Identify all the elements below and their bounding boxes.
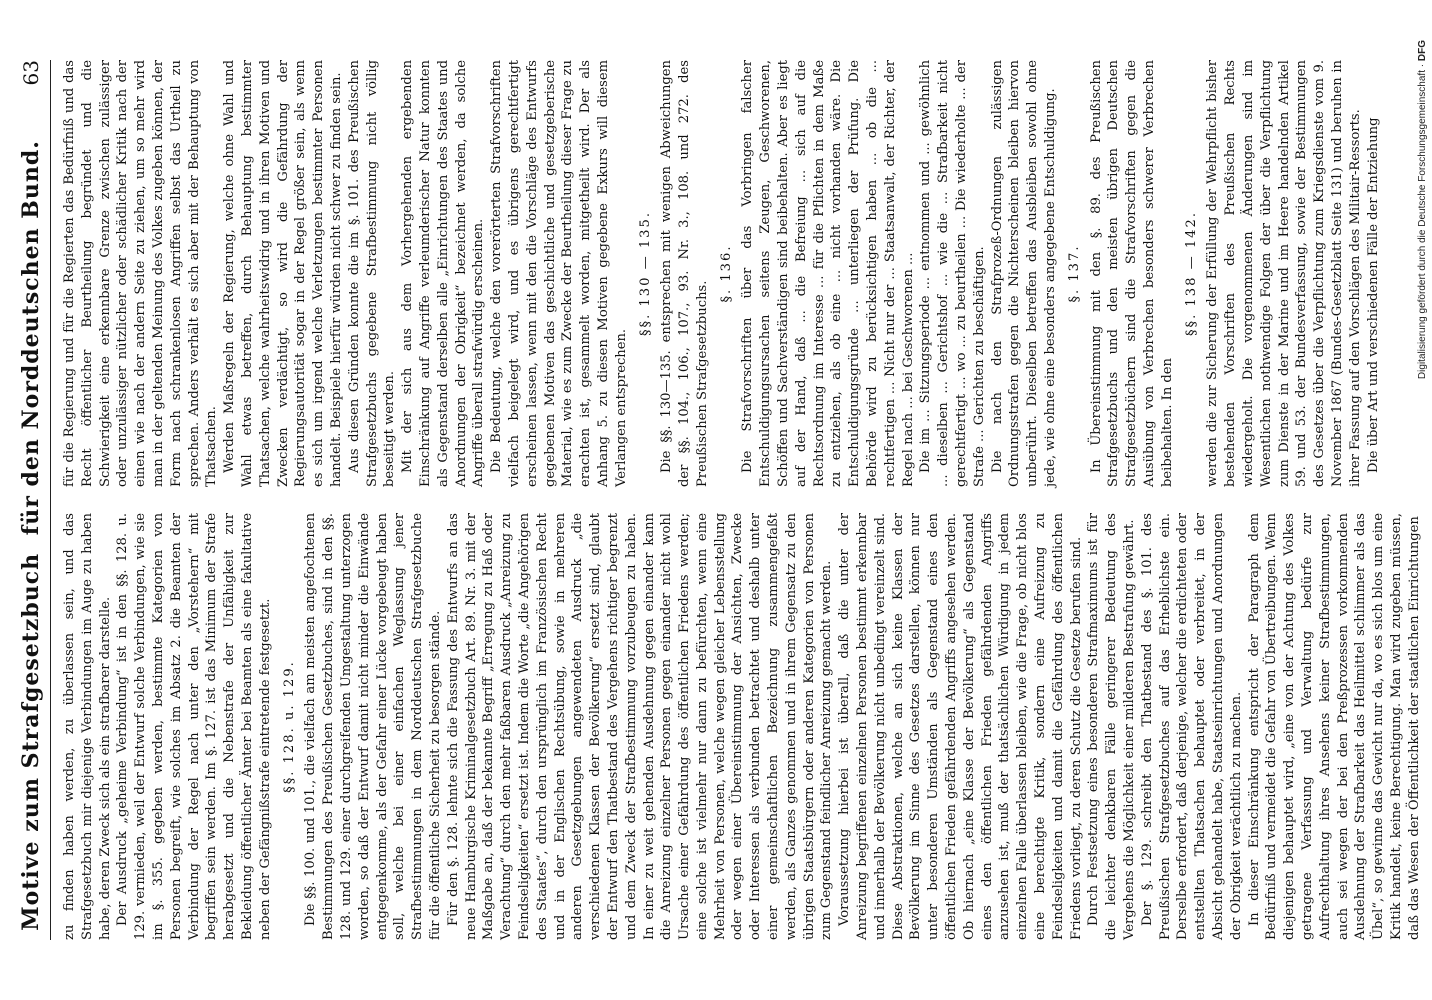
text-columns bbox=[61, 60, 1422, 940]
paragraph: In Übereinstimmung mit den §. 89. des Preußischen Strafgesetzbuchs und den meisten übrigen Deutschen Strafgesetzbüchern sind die Strafvorschriften gegen die Ausübung von Verbrechen besonders schwerer Verbrechen beibehalten. In den bbox=[1088, 60, 1175, 487]
paragraph: Voraussetzung hierbei ist überall, daß die unter der Anreizung begriffenen einzelnen Personen bestimmt erkennbar und innerhalb der Bevölkerung nicht unbedingt vereinzelt sind. Diese Abstraktionen, welche an sich keine Klassen der Bevölkerung im Sinne des Gesetzes darstellen, können nur unter besonderen Umständen als Gegenstand eines den öffentlichen Frieden gefährdenden Angriffs angesehen werden. Ob hiernach „eine Klasse der Bevölkerung“ als Gegenstand eines den öffentlichen Frieden gefährdenden Angriffs anzusehen ist, muß der thatsächlichen Würdigung in jedem einzelnen Falle überlassen bleiben, wie die Frage, ob nicht blos eine berechtigte Kritik, sondern eine Aufreizung zu Feindseligkeiten und damit die Gefährdung des öffentlichen Friedens vorliegt, zu deren Schutz die Gesetze berufen sind. bbox=[837, 513, 1084, 940]
paragraph: Durch Festsetzung eines besonderen Strafmaximums ist für die leichter denkbaren Fälle geringerer Bedeutung des Vergehens die Möglichkeit einer milderen Bestrafung gewährt. bbox=[1086, 513, 1138, 940]
page-number: 63 bbox=[19, 60, 43, 86]
dfg-logo: DFG bbox=[1417, 40, 1428, 62]
paragraph: werden die zur Sicherung der Erfüllung der Wehrpflicht bisher bestehenden Vorschriften des Preußischen Rechts wiedergeholt. Die vorgenommenen Änderungen sind im Wesentlichen nothwendige Folgen der über die Verpflichtung zum Dienste in der Marine und im Heere handelnden Artikel 59. und 53. der Bundesverfassung, sowie der Bestimmungen des Gesetzes über die Verpflichtung zum Kriegsdienste vom 9. November 1867 (Bundes-Gesetzblatt Seite 131) und beruhen in ihrer Fassung auf den Vorschlägen des Militair-Ressorts. bbox=[1205, 60, 1363, 487]
paragraph: Die §§. 130—135. entsprechen mit wenigen Abweichungen der §§. 104., 106., 107., 93. Nr. 3., 108. und 272. des Preußischen Strafgesetzbuchs. bbox=[659, 60, 710, 487]
paragraph: für die Regierung und für die Regierten das Bedürfniß und das Recht öffentlicher Beurtheilung begründet und die Schwierigkeit eine erkennbare Grenze zwischen zulässiger oder unzulässiger nützlicher oder schädlicher Kritik nach der einen wie nach der andern Seite zu ziehen, um so mehr wird man in der geltenden Meinung des Volkes zugeben können, der Form nach schrankenlosen Angriffen selbst das Urtheil zu sprechen. Anders verhält es sich aber mit der Behauptung von Thatsachen. bbox=[62, 60, 220, 487]
paragraph: Aus diesen Gründen konnte die im §. 101. des Preußischen Strafgesetzbuchs gegebene Strafbestimmung nicht völlig beseitigt werden. bbox=[346, 60, 398, 487]
paragraph: Für den §. 128. lehnte sich die Fassung des Entwurfs an das neue Hamburgische Kriminalgesetzbuch Art. 89. Nr. 3. mit der Maßgabe an, daß der bekannte Begriff „Erregung zu Haß oder Verachtung“ durch den mehr faßbaren Ausdruck „Anreizung zu Feindseligkeiten“ ersetzt ist. Indem die Worte „die Angehörigen des Staates“, durch den ursprünglich im Französischen Recht und in der Englischen Rechtsübung, sowie in mehreren anderen Gesetzgebungen angewendeten Ausdruck „die verschiedenen Klassen der Bevölkerung“ ersetzt sind, glaubt der Entwurf den Thatbestand des Vergehens richtiger begrenzt und dem Zweck der Strafbestimmung vorzubeugen zu haben. In einer zu weit gehenden Ausdehnung gegen einander kann die Anreizung einzelner Personen gegen einander nicht wohl Ursache einer Gefährdung des öffentlichen Friedens werden; eine solche ist vielmehr nur dann zu befürchten, wenn eine Mehrheit von Personen, welche wegen gleicher Lebensstellung oder wegen einer Übereinstimmung der Ansichten, Zwecke oder Interessen als verbunden betrachtet und deshalb unter einer gemeinschaftlichen Bezeichnung zusammengefaßt werden, als Ganzes genommen und in ihrem Gegensatz zu den übrigen Staatsbürgern oder anderen Kategorien von Personen zum Gegenstand feindlicher Anreizung gemacht werden. bbox=[445, 513, 835, 940]
section-heading: §§. 130 — 135. bbox=[637, 211, 653, 336]
paragraph: zu finden haben werden, zu überlassen sein, und das Strafgesetzbuch mir diejenige Verbindungen im Auge zu haben habe, deren Zweck sich als ein strafbarer darstelle. bbox=[62, 513, 113, 940]
section-heading: §. 136. bbox=[718, 244, 734, 303]
dfg-credit-strip bbox=[1410, 0, 1432, 1000]
section-heading: §§. 128. u. 129. bbox=[281, 660, 297, 793]
paragraph: Die §§. 100. und 101., die vielfach am meisten angefochtenen Bestimmungen des Preußischen Gesetzbuches, sind in den §§. 128. und 129. einer durchgreifenden Umgestaltung unterzogen worden, so daß der Entwurf damit nicht minder die Einwände entgegenkomme, als der Gefahr einer Lücke vorgebeugt haben soll, welche bei einer einfachen Weglassung jener Strafbestimmungen in dem Norddeutschen Strafgesetzbuche für die öffentliche Sicherheit zu besorgen stände. bbox=[303, 513, 443, 940]
paragraph: Der §. 129. schreibt den Thatbestand des §. 101. des Preußischen Strafgesetzbuches auf das Erheblichste ein. Derselbe erfordert, daß derjenige, welcher die erdichteten oder entstellten Thatsachen behauptet oder verbreitet, in der Absicht gehandelt habe, Staatseinrichtungen und Anordnungen der Obrigkeit verächtlich zu machen. bbox=[1139, 513, 1244, 940]
right-column bbox=[61, 60, 1391, 487]
paragraph: Die Bedeutung, welche den vorerörterten Strafvorschriften vielfach beigelegt wird, und es übrigens gerechtfertigt erscheinen lassen, wenn mit den die Vorschläge des Entwurfs gegebenen Motiven das geschichtliche und gesetzgeberische Material, wie es zum Zwecke der Beurtheilung dieser Frage zu erachten ist, gesammelt worden, mitgetheilt wird. Der als Anhang 5. zu diesen Motiven gegebene Exkurs will diesem Verlangen entsprechen. bbox=[489, 60, 629, 487]
paragraph: Die über Art und verschiedenen Fälle der Entziehung bbox=[1365, 117, 1381, 473]
left-column bbox=[61, 513, 1422, 940]
running-head-right: für den Norddeutschen Bund. bbox=[18, 140, 44, 536]
paragraph: Die nach den Strafprozeß-Ordnungen zulässigen Ordnungsstrafen gegen die Nichterscheinen bleiben hiervon unberührt. Dieselben betreffen das Ausbleiben sowohl ohne jede, wie ohne eine besonders angegebene Entschuldigung. bbox=[989, 60, 1059, 487]
dfg-credit-text: Digitalisierung gefördert durch die Deutsche Forschungsgemeinschaft · DFG bbox=[1417, 40, 1428, 380]
paragraph: Die im ... Sitzungsperiode ... entnommen und ... gewöhnlich ... dieselben ... Gerichtshof ... wie die ... Strafbarkeit nicht gerechtfertigt ... wo ... zu beurtheilen ... Die wiederholte ... der Strafe ... Gerichten zu beschäftigen. bbox=[918, 60, 987, 487]
section-heading: §§. 138 — 142. bbox=[1183, 211, 1199, 336]
running-head bbox=[18, 60, 51, 940]
paragraph: Werden Maßregeln der Regierung, welche ohne Wahl und Wahl etwas betreffen, durch Behauptung bestimmter Thatsachen, welche wahrheitswidrig und in ihren Motiven und Zwecken verdächtigt, so wird die Gefährdung der Regierungsautorität sogar in der Regel größer sein, als wenn es sich um irgend welche Verletzungen bestimmter Personen handelt. Beispiele hierfür würden nicht schwer zu finden sein. bbox=[222, 60, 344, 487]
dfg-credit-line: Digitalisierung gefördert durch die Deutsche Forschungsgemeinschaft bbox=[1417, 70, 1428, 380]
section-heading: §. 137. bbox=[1066, 244, 1082, 303]
running-head-left: Motive zum Strafgesetzbuch bbox=[18, 552, 44, 931]
paragraph: Der Ausdruck „geheime Verbindung“ ist in den §§. 128. u. 129. vermieden, weil der Entwurf solche Verbindungen, wie sie im §. 355. gegeben werden, bestimmte Kategorien von Personen begreift, wie solches im Absatz 2. die Beamten der Verbindung der Regel nach unter den „Vorstehern“ mit begriffen sein werden. Im §. 127. ist das Minimum der Strafe herabgesetzt und die Nebenstrafe der Unfähigkeit zur Bekleidung öffentlicher Ämter bei Beamten als eine fakultative neben der Gefängnißstrafe eintretende festgesetzt. bbox=[115, 513, 273, 940]
paragraph: Mit der sich aus dem Vorhergehenden ergebenden Einschränkung auf Angriffe verleumderischer Natur konnten als Gegenstand derselben alle „Einrichtungen des Staates und Anordnungen der Obrigkeit“ bezeichnet werden, da solche Angriffe überall strafwürdig erscheinen. bbox=[400, 60, 487, 487]
paragraph: In dieser Einschränkung entspricht der Paragraph dem Bedürfniß und vermeidet die Gefahr von Übertreibungen. Wenn diejenigen behauptet wird, „eine von der Achtung des Volkes getragene Verfassung und Verwaltung bedürfe zur Aufrechthaltung ihres Ansehens keiner Strafbestimmungen, auch sei wegen der bei den Preßprozessen vorkommenden Ausdehnung der Strafbarkeit das Heilmittel schlimmer als das Übel“, so gewinne das Gewicht nur da, wo es sich blos um eine Kritik handelt, keine Berechtigung. Man wird zugeben müssen, daß das Wesen der Öffentlichkeit der staatlichen Einrichtungen bbox=[1246, 513, 1422, 940]
paragraph: Die Strafvorschriften über das Vorbringen falscher Entschuldigungsursachen seitens Zeugen, Geschworenen, Schöffen und Sachverständigen sind beibehalten. Aber es liegt auf der Hand, daß ... die Befreiung ... sich auf die Rechtsordnung im Interesse ... für die Pflichten in dem Maße zu entziehen, als ob eine ... nicht vorhanden wäre. Die Entschuldigungsgründe ... unterliegen der Prüfung. Die Behörde wird zu berücksichtigen haben ... ob die ... rechtfertigen ... Nicht nur der ... Staatsanwalt, der Richter, der Regel nach ... bei Geschworenen ... bbox=[740, 60, 916, 487]
